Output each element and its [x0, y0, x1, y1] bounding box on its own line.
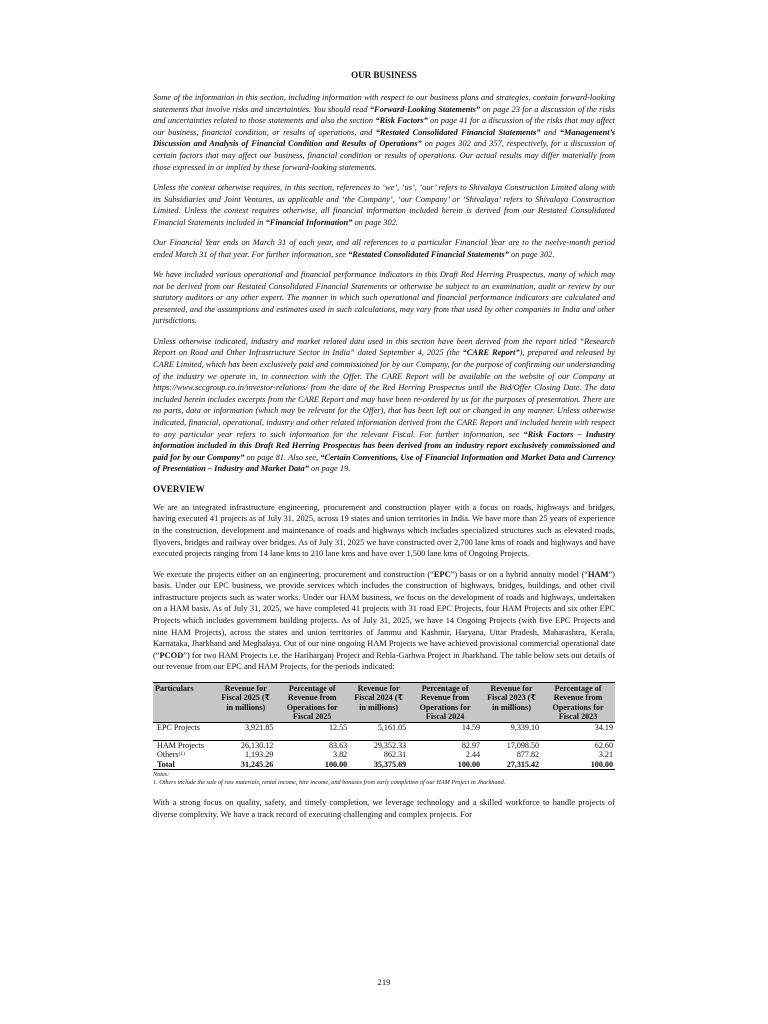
text-run: Unless otherwise indicated, industry and market related data used in this section have been derived from the report titled “Research Report on Road and Other Infrastructure Sector in India” dated September 4, 2025 (the [153, 336, 615, 358]
table-cell: 83.63 [275, 740, 349, 750]
row-label: HAM Projects [153, 740, 216, 750]
text-run: “Forward-Looking Statements” [369, 104, 481, 114]
intro-paragraph-2 [153, 182, 615, 228]
text-run: on pages 302 and 357, respectively, for a discussion of certain factors that may affect our business, financial condition or results of operations. Our actual results may differ materially from those expressed in or implied by these forward-looking statements. [153, 139, 615, 172]
intro-block [153, 92, 615, 475]
table-cell: 26,130.12 [216, 740, 275, 750]
text-run: “Restated Consolidated Financial Statements” [375, 127, 541, 137]
table-cell: 5,161.05 [349, 723, 408, 733]
table-cell: 62.60 [541, 740, 615, 750]
table-cell: 31,245.26 [216, 760, 275, 770]
overview-paragraph-1 [153, 502, 615, 560]
text-run: on page 41 for a discussion of the risks that may affect our business, financial condition, or results of operations, and [153, 116, 616, 137]
table-cell: 34.19 [541, 723, 615, 733]
header-revenue-2023: Revenue for Fiscal 2023 (₹ in millions) [482, 682, 541, 723]
table-cell: 29,352.33 [349, 740, 408, 750]
text-run: Unless the context otherwise requires, in this section, references to ‘we’, ‘us’, ‘our’ refers to Shivalaya Construction Limited along with its Subsidiaries and Joint Ventures, as applicable and ‘the Company’, ‘our Company’ or ‘Shivalaya’ refers to Shivalaya Construction Limited. Unless the context requires otherwise, all financial information included herein is derived from our Restated Consolidated Financial Statements included in [153, 182, 615, 227]
text-run: ), prepared and released by CARE Limited, which has been exclusively paid and commissioned for by our Company, for the purpose of confirming our understanding of the industry we operate in, in connection with the Offer. The CARE Report will be available on the website of our Company at https://www.sccgroup.co.in/investor-relations/ from the date of the Red Herring Prospectus until the Bid/Offer Closing Date. The data included herein includes excerpts from the CARE Report and may have been re-ordered by us for the purposes of presentation. There are no parts, data or information (which may be relevant for the Offer), that has been left out or changed in any manner. Unless otherwise indicated, financial, operational, industry and other related information derived from the CARE Report and included herein with respect to any particular year refers to such information for the relevant Fiscal. For further information, see [153, 348, 615, 439]
text-run: on page 302. [352, 217, 398, 227]
table-cell: 1,193.29 [244, 750, 274, 760]
table-cell: 877.82 [516, 750, 540, 760]
text-run: “Certain Conventions, Use of Financial Information and Market Data and Currency of Presentation – Industry and Market Data” [153, 452, 615, 474]
text-run: Some of the information in this section, including information with respect to our business plans and strategies, contain forward-looking statements that involve risks and uncertainties. You should read [153, 93, 615, 114]
text-run: “Financial Information” [265, 217, 353, 227]
footnote-marker: (1) [178, 751, 185, 758]
text-run: “Risk Factors” [375, 116, 428, 126]
table-row [153, 740, 615, 750]
table-cell: 12.55 [275, 723, 349, 733]
text-run: “CARE Report” [462, 348, 520, 358]
table-cell: 3.21 [598, 750, 613, 760]
text-run: We have included various operational and financial performance indicators in this Draft Red Herring Prospectus, many of which may not be derived from our Restated Consolidated Financial Statements or otherwise be subject to an examination, audit or review by our statutory auditors or any other expert. The manner in which such operational and financial performance indicators are calculated and presented, and the assumptions and estimates used in such calculations, may vary from that used by other companies in India and other jurisdictions. [153, 270, 615, 326]
table-total-row [153, 760, 615, 770]
text-run: EPC [433, 569, 451, 579]
table-cell: 17,098.50 [482, 740, 541, 750]
intro-paragraph-5 [153, 336, 615, 475]
revenue-table [153, 682, 615, 770]
text-run: PCOD [159, 650, 184, 660]
text-run: ”) basis. Under our EPC business, we provide services which includes the construction of highways, bridges, buildings, and other civil infrastructure projects such as water works. Under our HAM business, we focus on the development of roads and highways, undertaken on a HAM basis. As of July 31, 2025, we have completed 41 projects with 31 road EPC Projects, four HAM Projects and six other EPC Projects which includes government building projects. As of July 31, 2025, we have 14 Ongoing Projects (with five EPC Projects and nine HAM Projects), across the states and union territories of Jammu and Kashmir, Haryana, Uttar Pradesh, Maharashtra, Kerala, Karnataka, Jharkhand and Meghalaya. Out of our nine ongoing HAM Projects we have achieved provisional commercial operational date (“ [153, 569, 615, 660]
page-number: 219 [377, 977, 391, 987]
header-percent-2024: Percentage of Revenue from Operations for Fiscal 2024 [408, 682, 482, 723]
spacer-row [153, 733, 615, 741]
intro-paragraph-3 [153, 237, 615, 260]
table-cell: 35,375.69 [349, 760, 408, 770]
intro-paragraph-4 [153, 269, 615, 327]
header-revenue-2025: Revenue for Fiscal 2025 (₹ in millions) [216, 682, 275, 723]
row-label: Total [153, 760, 216, 770]
text-run: “Management’s Discussion and Analysis of Financial Condition and Results of Operations” [153, 127, 615, 149]
table-header-row [153, 682, 615, 723]
header-revenue-2024: Revenue for Fiscal 2024 (₹ in millions) [349, 682, 408, 723]
table-row [153, 723, 615, 733]
table-cell: 27,315.42 [482, 760, 541, 770]
table-cell: 100.00 [541, 760, 615, 770]
text-run: on page 81. Also see, [244, 452, 321, 462]
text-run: on page 302. [508, 249, 555, 259]
overview-paragraph-2 [153, 569, 615, 673]
text-run: and [540, 127, 560, 137]
table-cell: 862.31 [383, 750, 407, 760]
note-1: 1. Others include the sale of raw materials, rental income, hire income, and bonuses from early completion of our HAM Project in Jharkhand. [153, 778, 506, 786]
table-cell: 100.00 [275, 760, 349, 770]
text-run: ”) basis or on a hybrid annuity model (“ [450, 569, 588, 579]
table-cell: 100.00 [408, 760, 482, 770]
table-cell: 14.59 [408, 723, 482, 733]
document-page [153, 70, 615, 829]
text-run: ”) for two HAM Projects i.e. the Hariharganj Project and Rehla-Garhwa Project in Jharkhand. The table below sets out details of our revenue from our EPC and HAM Projects, for the periods indicated: [153, 650, 615, 672]
row-label-text: Others [157, 750, 179, 760]
text-run: We are an integrated infrastructure engineering, procurement and construction player with a focus on roads, highways and bridges, having executed 41 projects as of July 31, 2025, across 19 states and union territories in India. We have more than 25 years of experience in the construction, development and maintenance of roads and highways which includes specialized structures such as elevated roads, flyovers, bridges and railway over bridges. As of July 31, 2025 we have constructed over 2,700 lane kms of roads and highways and have executed projects ranging from 14 lane kms to 210 lane kms and have over 1,500 lane kms of Ongoing Projects. [153, 502, 615, 559]
header-percent-2023: Percentage of Revenue from Operations for Fiscal 2023 [541, 682, 615, 723]
text-run: “Risk Factors – Industry information included in this Draft Red Herring Prospectus has been derived from an industry report exclusively commissioned and paid for by our Company” [153, 429, 615, 462]
text-run: We execute the projects either on an engineering, procurement and construction (“ [153, 569, 434, 579]
intro-paragraph-1 [153, 92, 615, 173]
notes-label: Notes: [153, 770, 170, 778]
text-run: “Restated Consolidated Financial Statements” [348, 249, 509, 259]
table-row [153, 750, 615, 759]
table-cell: 3.82 [333, 750, 348, 760]
overview-block [153, 502, 615, 673]
header-percent-2025: Percentage of Revenue from Operations for Fiscal 2025 [275, 682, 349, 723]
table-cell: 2.44 [465, 750, 481, 760]
table-notes [153, 771, 615, 787]
row-label [153, 750, 216, 759]
row-label: EPC Projects [153, 723, 216, 733]
text-run: HAM [588, 569, 609, 579]
text-run: on page 19. [308, 464, 351, 474]
closing-paragraph: With a strong focus on quality, safety, and timely completion, we leverage technology and a skilled workforce to handle projects of diverse complexity. We have a track record of executing challenging and complex projects. For [153, 797, 615, 819]
table-cell: 3,921.85 [216, 723, 275, 733]
overview-heading: OVERVIEW [153, 483, 205, 494]
table-cell: 9,339.10 [482, 723, 541, 733]
text-run: on page 23 for a discussion of the risks and uncertainties related to those statements and also the section [153, 104, 615, 126]
text-run: Our Financial Year ends on March 31 of each year, and all references to a particular Financial Year are to the twelve-month period ended March 31 of that year. For further information, see [153, 238, 615, 259]
table-cell: 82.97 [408, 740, 482, 750]
section-title: OUR BUSINESS [351, 70, 417, 80]
header-particulars: Particulars [153, 682, 216, 723]
